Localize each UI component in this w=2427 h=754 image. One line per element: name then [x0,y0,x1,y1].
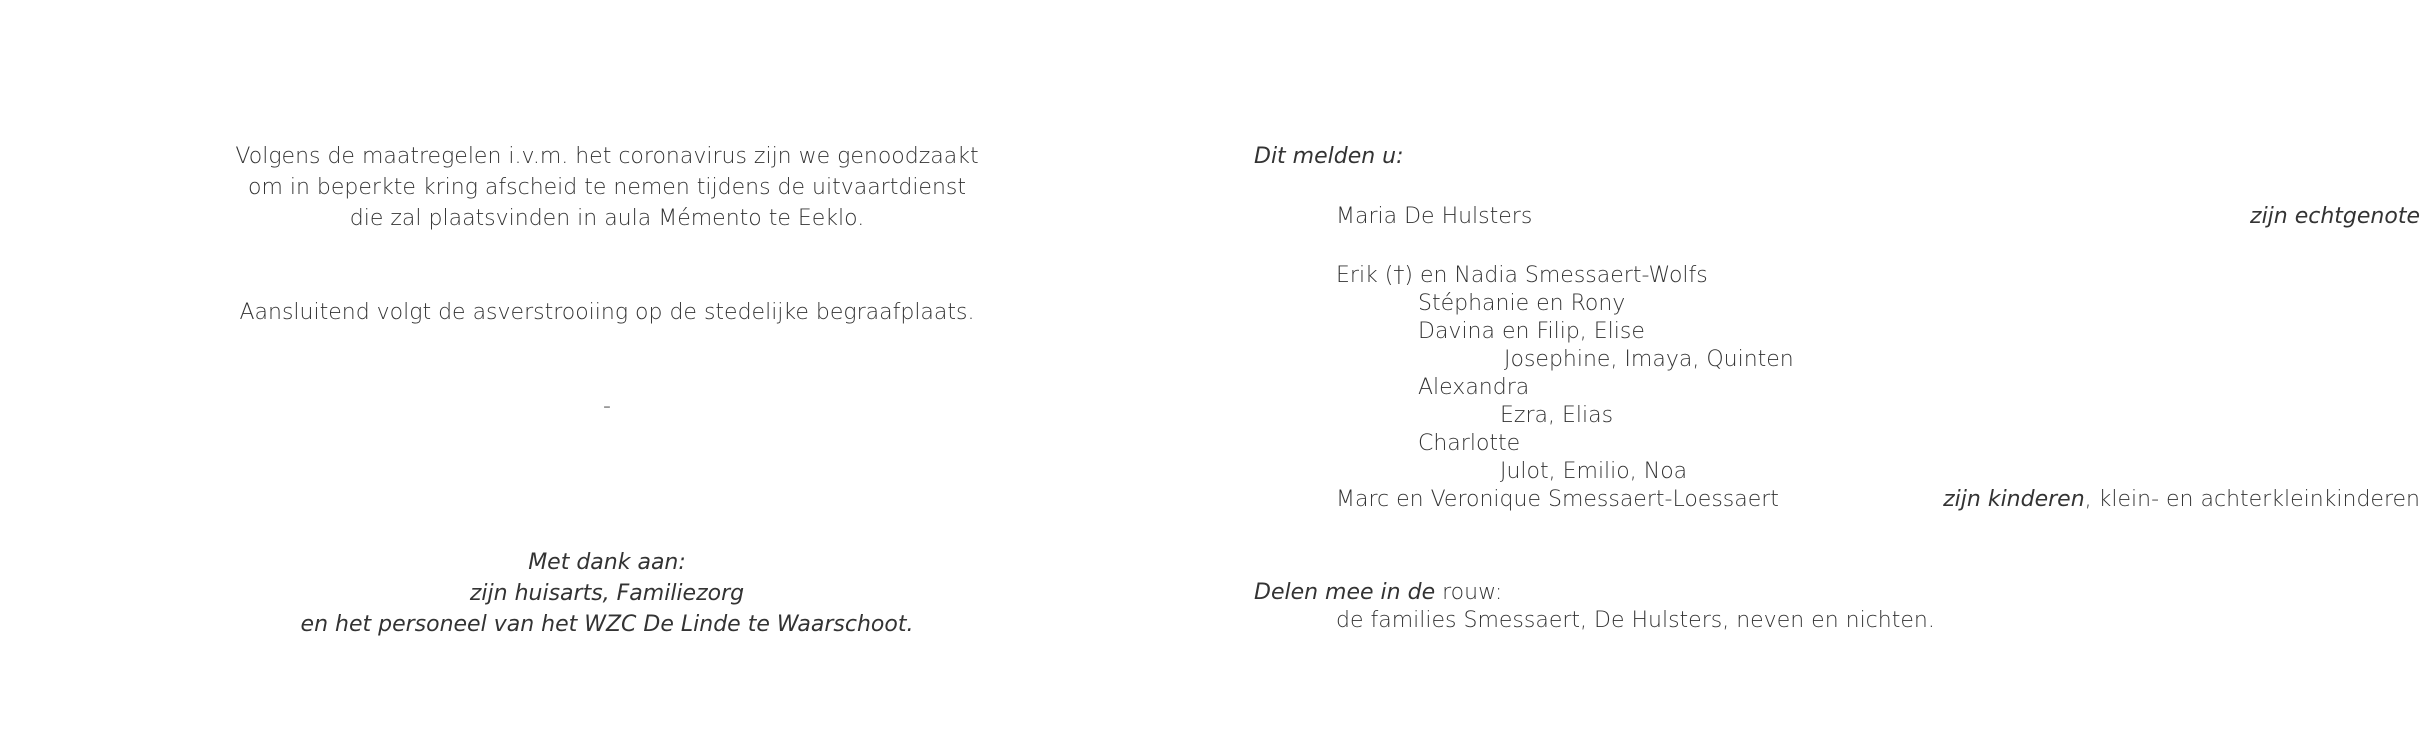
grandchild-1: Stéphanie en Rony [1418,291,1626,316]
thanks-line-2: en het personeel van het WZC De Linde te Waarschoot. [300,612,914,637]
right-page [1214,0,2427,754]
great-grandchildren-2: Josephine, Imaya, Quinten [1504,347,1794,372]
mourning-heading-rest: rouw: [1435,580,1503,605]
children-role-italic: zijn kinderen [1943,487,2085,512]
child-1: Erik (†) en Nadia Smessaert-Wolfs [1336,263,1708,288]
children-role [1943,485,2420,515]
thanks-heading: Met dank aan: [528,550,686,575]
announcement-intro: Dit melden u: [1254,144,1404,169]
spouse-name: Maria De Hulsters [1336,204,1533,229]
mourning-heading [1254,578,1502,608]
notice-line-2: om in beperkte kring afscheid te nemen tijdens de uitvaartdienst [248,175,966,200]
grandchild-3: Alexandra [1418,375,1530,400]
child-2: Marc en Veronique Smessaert-Loessaert [1336,487,1779,512]
thanks-line-1: zijn huisarts, Familiezorg [469,581,745,606]
notice-line-1: Volgens de maatregelen i.v.m. het coronavirus zijn we genoodzaakt [235,144,979,169]
scattering-notice: Aansluitend volgt de asverstrooiing op de stedelijke begraafplaats. [239,300,975,325]
grandchild-2: Davina en Filip, Elise [1418,319,1645,344]
great-grandchildren-4: Julot, Emilio, Noa [1500,459,1688,484]
separator-dash: - [603,394,611,419]
mourning-families: de families Smessaert, De Hulsters, neven en nichten. [1336,608,1935,633]
spouse-role: zijn echtgenote [2250,204,2420,229]
notice-line-3: die zal plaatsvinden in aula Mémento te Eeklo. [349,206,865,231]
children-role-rest: , klein- en achterkleinkinderen [2084,487,2420,512]
mourning-heading-italic: Delen mee in de [1254,580,1436,605]
grandchild-4: Charlotte [1418,431,1521,456]
great-grandchildren-3: Ezra, Elias [1500,403,1614,428]
